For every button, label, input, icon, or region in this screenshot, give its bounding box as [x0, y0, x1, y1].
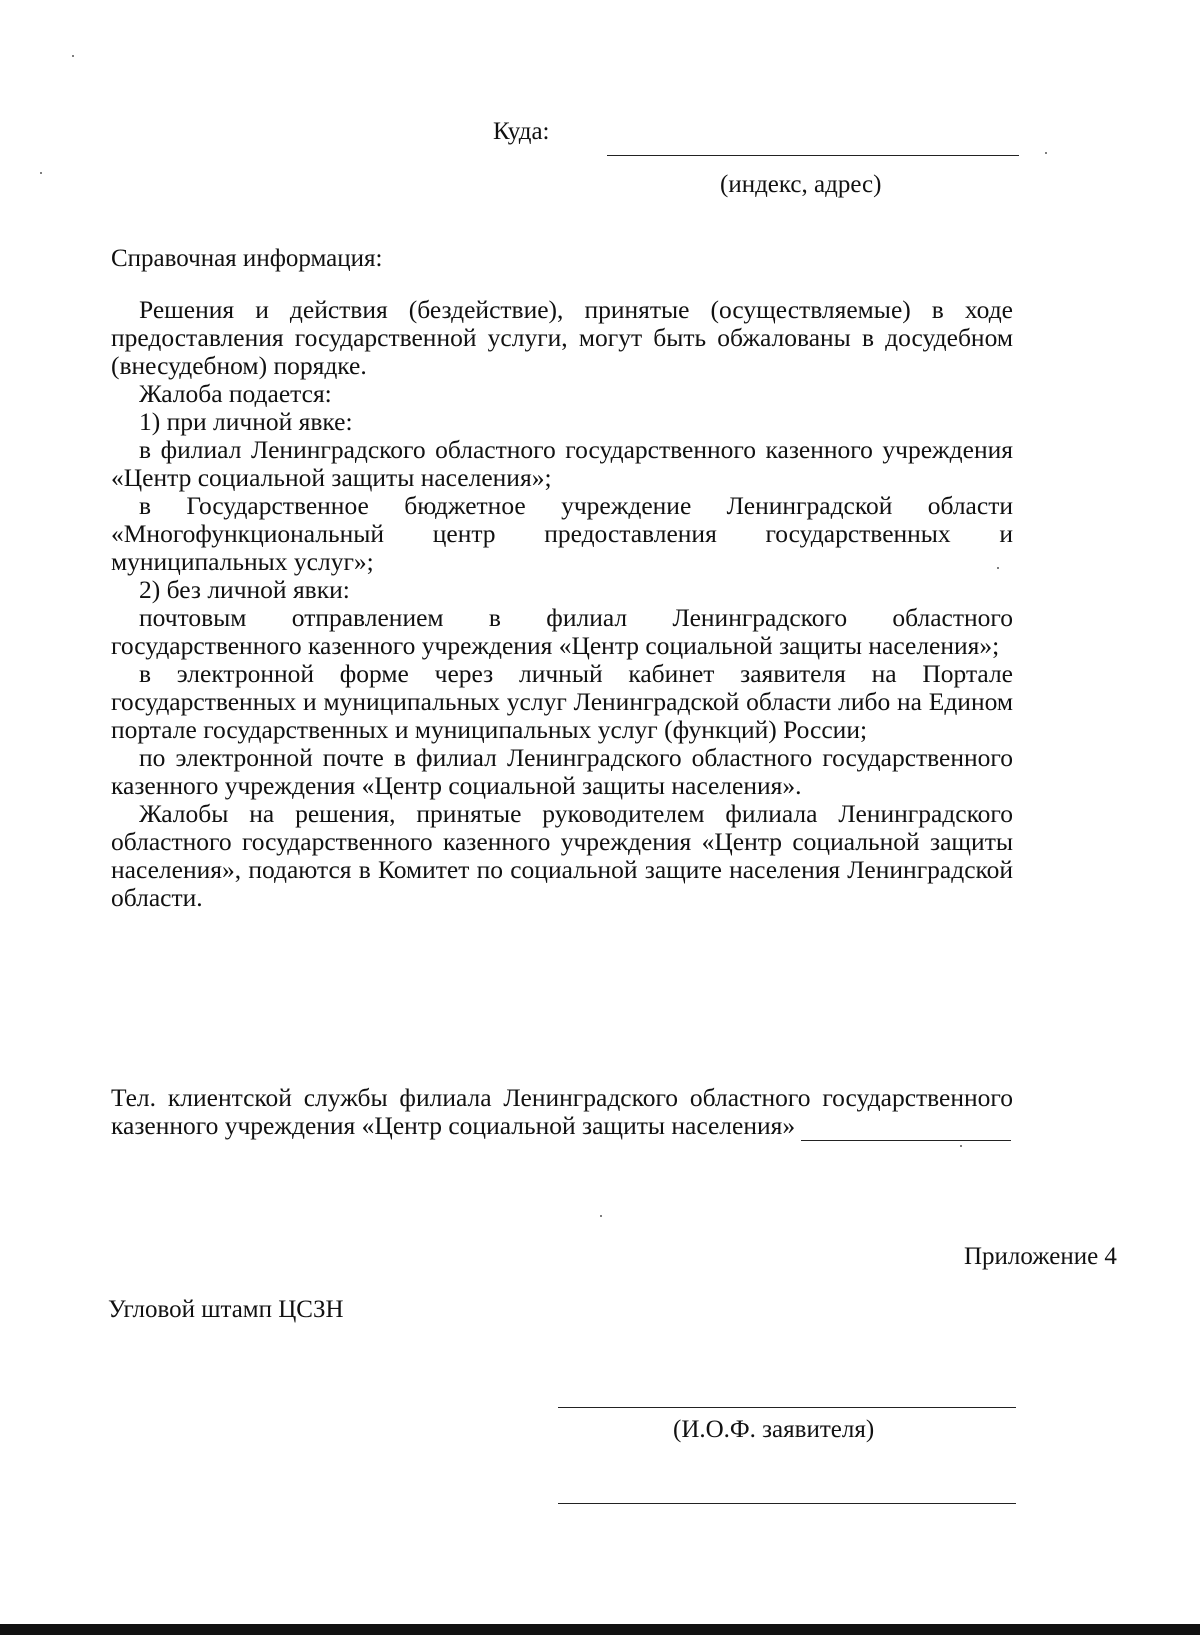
to-label: Куда:: [493, 118, 550, 145]
reference-title: Справочная информация:: [111, 245, 383, 272]
applicant-caption: (И.О.Ф. заявителя): [673, 1416, 875, 1443]
applicant-name-line: [558, 1407, 1016, 1408]
phone-label: Тел. клиентской службы филиала Ленинградского областного государственного казенного учреждения «Центр социальной защиты населения»: [111, 1083, 1013, 1140]
appendix-label: Приложение 4: [964, 1243, 1117, 1270]
reference-paragraph: Жалобы на решения, принятые руководителем филиала Ленинградского областного государственного казенного учреждения «Центр социальной защиты населения», подаются в Комитет по социальной защите населения Ленинградской области.: [111, 799, 1013, 912]
scan-speck: [72, 55, 74, 57]
reference-paragraph: Жалоба подается:: [139, 379, 332, 408]
scan-speck: [997, 567, 999, 569]
scan-bottom-edge: [0, 1624, 1200, 1635]
applicant-extra-line: [558, 1503, 1016, 1504]
reference-paragraph: почтовым отправлением в филиал Ленинградского областного государственного казенного учреждения «Центр социальной защиты населения»;: [111, 603, 1013, 660]
phone-text: [111, 1084, 1013, 1141]
reference-paragraph: 2) без личной явки:: [139, 575, 350, 604]
reference-paragraph: в Государственное бюджетное учреждение Ленинградской области «Многофункциональный центр предоставления государственных и муниципальных услуг»;: [111, 491, 1013, 576]
reference-paragraph: Решения и действия (бездействие), принятые (осуществляемые) в ходе предоставления государственной услуги, могут быть обжалованы в досудебном (внесудебном) порядке.: [111, 295, 1013, 380]
reference-paragraph: в электронной форме через личный кабинет заявителя на Портале государственных и муниципальных услуг Ленинградской области либо на Едином портале государственных и муниципальных услуг (функций) России;: [111, 659, 1013, 744]
reference-body: [111, 296, 1013, 912]
phone-block: [111, 1084, 1013, 1141]
stamp-label: Угловой штамп ЦСЗН: [108, 1296, 344, 1323]
address-line: [607, 155, 1019, 156]
reference-paragraph: в филиал Ленинградского областного государственного казенного учреждения «Центр социальной защиты населения»;: [111, 435, 1013, 492]
phone-blank-line: [801, 1112, 1011, 1141]
scan-speck: [960, 1145, 962, 1147]
reference-paragraph: по электронной почте в филиал Ленинградского областного государственного казенного учреждения «Центр социальной защиты населения».: [111, 743, 1013, 800]
scan-speck: [1045, 152, 1047, 154]
reference-paragraph: 1) при личной явке:: [139, 407, 353, 436]
scan-speck: [600, 1215, 602, 1217]
scan-speck: [40, 172, 42, 174]
address-caption: (индекс, адрес): [720, 171, 882, 198]
